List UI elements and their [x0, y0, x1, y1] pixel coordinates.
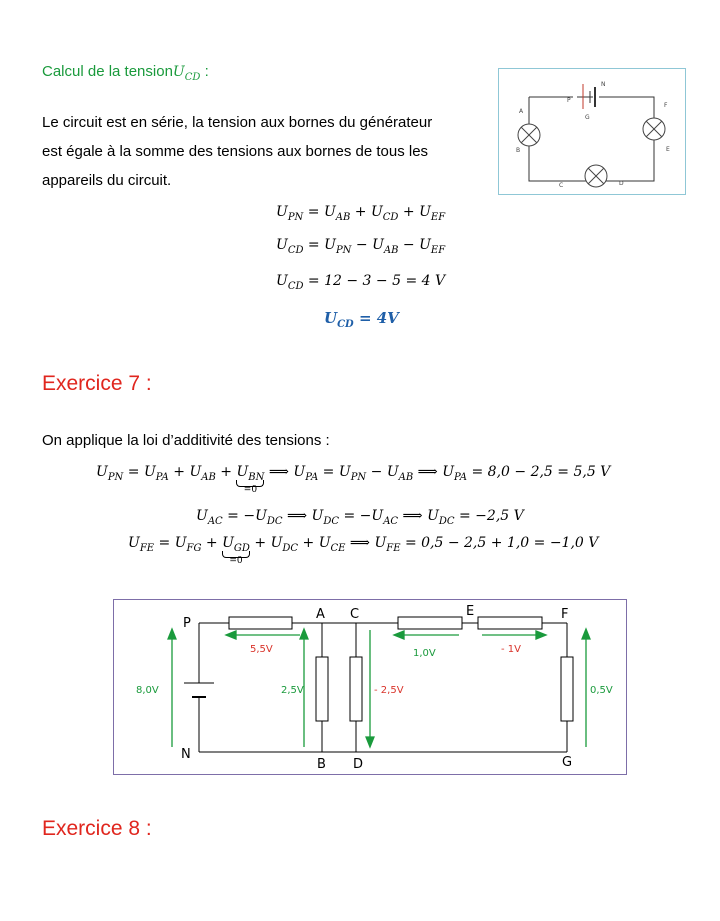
resistor-pa	[229, 617, 292, 629]
section-title-ucd: Calcul de la tensionU$_{CD}$ :	[42, 63, 209, 83]
node-b: B	[317, 757, 326, 772]
circuit-photo	[498, 68, 686, 195]
equation-1: $U_{PN} = U_{AB} + U_{CD} + U_{EF}$	[276, 204, 446, 223]
exercise-7-intro: On applique la loi d’additivité des tensions :	[42, 432, 330, 449]
arrow-ef	[536, 631, 546, 639]
ex7-equation-3: $U_{FE} = U_{FG} + U_{GD}$ =0 + $U_{DC} + U_{CE}$ ⟹ $U_{FE} = 0,5 - 2,5 + 1,0 = -1,0$ V	[128, 535, 599, 566]
resistor-ef	[478, 617, 542, 629]
circuit-photo-drawing	[499, 69, 685, 194]
node-f: F	[561, 607, 569, 622]
voltage-ef: - 1V	[501, 644, 521, 655]
node-n: N	[181, 747, 191, 762]
arrow-ce	[394, 631, 404, 639]
voltage-pn: 8,0V	[136, 685, 159, 696]
equation-3: $U_{CD} = 12 - 3 - 5 = 4$ V	[276, 273, 446, 292]
ex7-equation-1: $U_{PN} = U_{PA} + U_{AB} + U_{BN}$ =0 ⟹ $U_{PA} = U_{PN} - U_{AB}$ ⟹ $U_{PA} = 8,0 - 2,5 = 5,5$ V	[96, 464, 611, 495]
circuit-diagram-svg	[114, 600, 626, 774]
node-c: C	[350, 607, 360, 622]
equation-2: $U_{CD} = U_{PN} - U_{AB} - U_{EF}$	[276, 237, 446, 256]
resistor-cd	[350, 657, 362, 721]
arrow-pn	[168, 629, 176, 639]
voltage-ab: 2,5V	[281, 685, 304, 696]
para-line: appareils du circuit.	[42, 172, 172, 189]
para-line: Le circuit est en série, la tension aux bornes du générateur	[42, 114, 433, 131]
node-e: E	[466, 604, 475, 619]
arrow-ab	[300, 629, 308, 639]
photo-label-d: D	[619, 180, 624, 187]
exercise-8-title: Exercice 8 :	[42, 817, 152, 840]
photo-label-p: P	[567, 97, 571, 104]
voltage-fg: 0,5V	[590, 685, 613, 696]
exercise-7-title: Exercice 7 :	[42, 372, 152, 395]
photo-label-g: G	[585, 114, 590, 121]
circuit-diagram	[113, 599, 627, 775]
arrow-pa	[226, 631, 236, 639]
node-a: A	[316, 607, 325, 622]
photo-label-a: A	[519, 108, 524, 115]
voltage-pa: 5,5V	[250, 644, 273, 655]
photo-label-n: N	[601, 81, 606, 88]
ex7-equation-2: $U_{AC} = -U_{DC}$ ⟹ $U_{DC} = -U_{AC}$ ⟹ $U_{DC} = -2,5$ V	[196, 508, 524, 527]
photo-label-b: B	[516, 147, 521, 154]
photo-label-f: F	[664, 102, 668, 109]
voltage-ce: 1,0V	[413, 648, 436, 659]
node-g: G	[562, 755, 573, 770]
resistor-fg	[561, 657, 573, 721]
arrow-fg	[582, 629, 590, 639]
voltage-dc: - 2,5V	[374, 685, 404, 696]
arrow-dc	[366, 737, 374, 747]
result-ucd: $U_{CD} = 4V$	[324, 309, 399, 330]
photo-label-e: E	[666, 146, 670, 153]
resistor-ab	[316, 657, 328, 721]
section1-paragraph	[42, 108, 432, 195]
photo-label-c: C	[559, 182, 564, 189]
resistor-ce	[398, 617, 462, 629]
para-line: est égale à la somme des tensions aux bornes de tous les	[42, 143, 429, 160]
node-d: D	[353, 757, 364, 772]
node-p: P	[183, 616, 191, 631]
